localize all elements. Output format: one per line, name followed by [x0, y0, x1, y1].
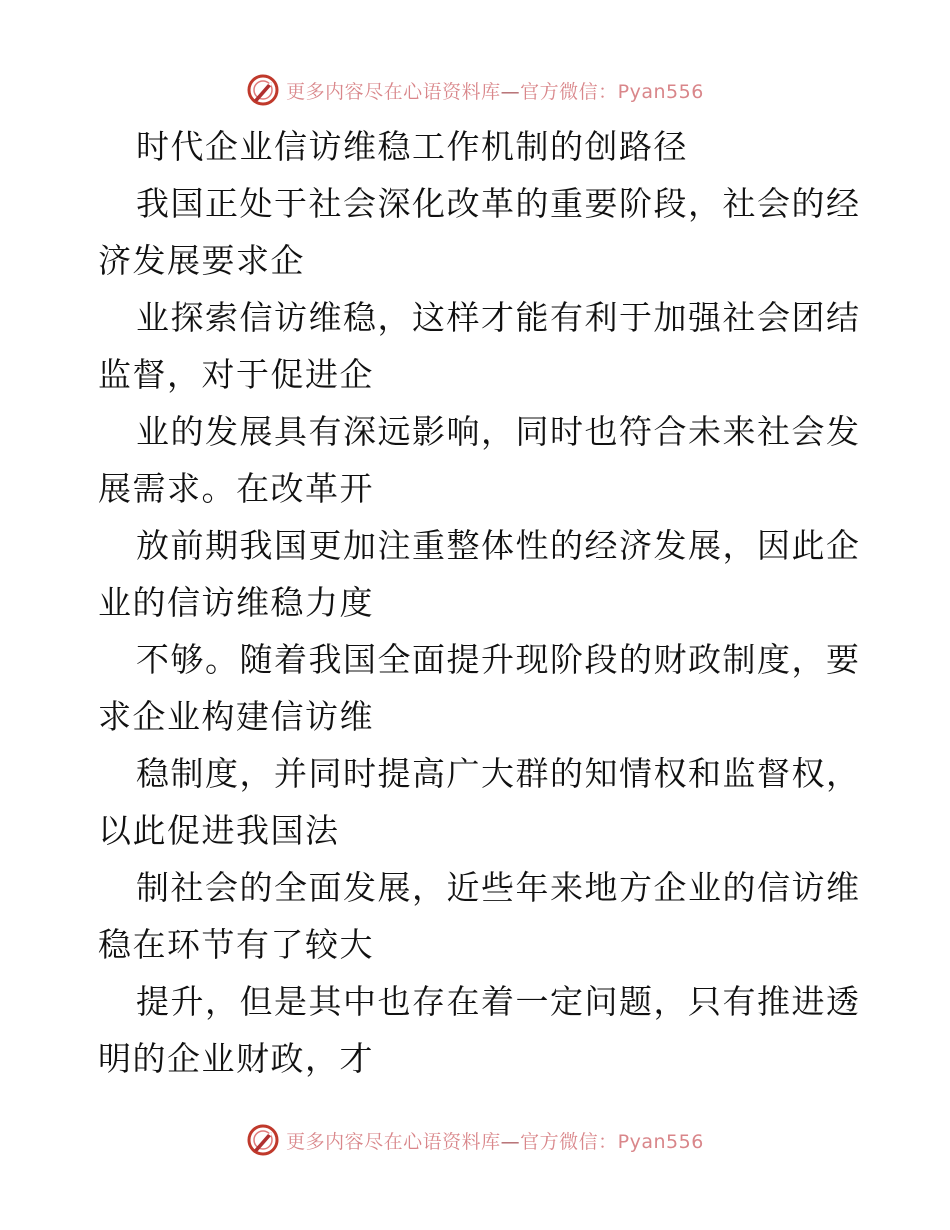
- header-banner-separator: —: [500, 80, 521, 103]
- document-line: 监督，对于促进企: [98, 355, 374, 394]
- document-line: 济发展要求企: [98, 241, 305, 280]
- header-banner: [0, 70, 950, 110]
- document-line: 求企业构建信访维: [98, 697, 374, 736]
- document-line: 时代企业信访维稳工作机制的创路径: [136, 127, 688, 166]
- document-line: 放前期我国更加注重整体性的经济发展，因此企: [136, 526, 861, 565]
- pen-nib-logo-icon: [246, 1123, 280, 1157]
- document-line: 制社会的全面发展，近些年来地方企业的信访维: [136, 868, 861, 907]
- footer-banner-text: [286, 1127, 704, 1154]
- header-banner-text: [286, 77, 704, 104]
- footer-banner-contact: 官方微信：Pyan556: [520, 1130, 704, 1153]
- document-line: 业的信访维稳力度: [98, 583, 374, 622]
- pen-nib-logo-icon: [246, 73, 280, 107]
- document-line: 稳在环节有了较大: [98, 925, 374, 964]
- document-line: 明的企业财政，才: [98, 1039, 374, 1078]
- footer-banner-title: 更多内容尽在心语资料库: [286, 1130, 501, 1153]
- document-line: 我国正处于社会深化改革的重要阶段，社会的经: [136, 184, 861, 223]
- footer-banner: [0, 1120, 950, 1160]
- document-line: 展需求。在改革开: [98, 469, 374, 508]
- document-line: 稳制度，并同时提高广大群的知情权和监督权，: [136, 754, 861, 793]
- header-banner-contact: 官方微信：Pyan556: [520, 80, 704, 103]
- footer-banner-separator: —: [500, 1130, 521, 1153]
- document-body: [98, 118, 861, 1087]
- document-line: 不够。随着我国全面提升现阶段的财政制度，要: [136, 640, 861, 679]
- header-banner-title: 更多内容尽在心语资料库: [286, 80, 501, 103]
- document-line: 业探索信访维稳，这样才能有利于加强社会团结: [136, 298, 861, 337]
- document-line: 以此促进我国法: [98, 811, 340, 850]
- document-line: 业的发展具有深远影响，同时也符合未来社会发: [136, 412, 861, 451]
- document-line: 提升，但是其中也存在着一定问题，只有推进透: [136, 982, 861, 1021]
